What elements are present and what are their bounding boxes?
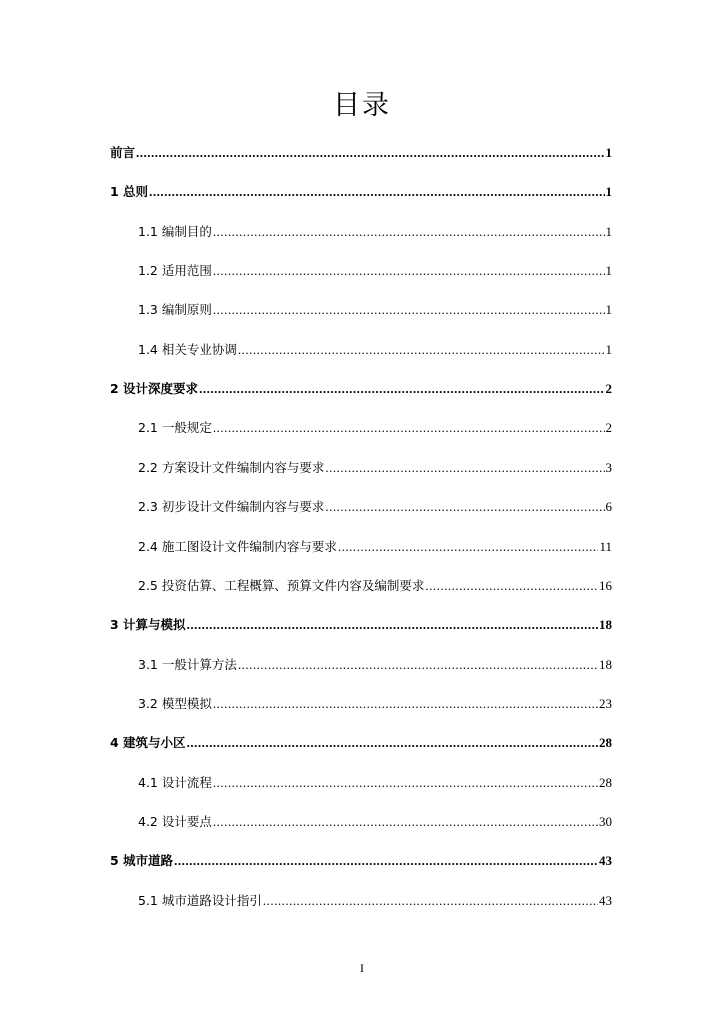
toc-section-entry[interactable] [138, 458, 612, 478]
toc-entry-title: 4 建筑与小区 [110, 735, 186, 751]
toc-dot-leader [425, 576, 598, 596]
toc-dot-leader [213, 773, 598, 793]
toc-entry-title: 2.2 方案设计文件编制内容与要求 [138, 459, 325, 475]
toc-chapter-entry[interactable] [110, 143, 612, 163]
toc-dot-leader [338, 537, 599, 557]
toc-page-number: 28 [599, 735, 612, 751]
toc-dot-leader [325, 458, 604, 478]
toc-page-number: 1 [605, 223, 612, 239]
toc-dot-leader [263, 891, 598, 911]
toc-chapter-entry[interactable] [110, 379, 612, 399]
toc-page-number: 1 [605, 263, 612, 279]
toc-dot-leader [213, 261, 605, 281]
toc-page-number: 18 [599, 656, 612, 672]
toc-page-number: 16 [599, 577, 612, 593]
toc-page-number: 23 [599, 695, 612, 711]
toc-section-entry[interactable] [138, 576, 612, 596]
toc-page-number: 18 [599, 617, 612, 633]
toc-entry-title: 1.4 相关专业协调 [138, 341, 237, 357]
toc-section-entry[interactable] [138, 773, 612, 793]
toc-section-entry[interactable] [138, 655, 612, 675]
toc-dot-leader [187, 615, 598, 635]
toc-dot-leader [325, 497, 604, 517]
toc-dot-leader [238, 655, 598, 675]
toc-entry-title: 3.1 一般计算方法 [138, 656, 237, 672]
toc-dot-leader [174, 851, 598, 871]
toc-section-entry[interactable] [138, 812, 612, 832]
toc-entry-title: 前言 [110, 145, 136, 160]
toc-page-number: 28 [599, 774, 612, 790]
toc-section-entry[interactable] [138, 694, 612, 714]
toc-dot-leader [213, 418, 605, 438]
toc-page-number: 11 [599, 538, 612, 554]
toc-entry-title: 2.5 投资估算、工程概算、预算文件内容及编制要求 [138, 577, 425, 593]
toc-page-number: 1 [605, 302, 612, 318]
toc-entry-title: 2.4 施工图设计文件编制内容与要求 [138, 538, 337, 554]
toc-dot-leader [213, 812, 598, 832]
toc-dot-leader [213, 694, 598, 714]
toc-dot-leader [187, 733, 598, 753]
page-number-footer: I [360, 961, 364, 975]
toc-page-number: 1 [605, 341, 612, 357]
toc-entry-title: 5.1 城市道路设计指引 [138, 892, 262, 908]
toc-dot-leader [238, 340, 605, 360]
toc-section-entry[interactable] [138, 418, 612, 438]
toc-section-entry[interactable] [138, 222, 612, 242]
toc-dot-leader [149, 182, 604, 202]
toc-page-number: 1 [605, 184, 612, 200]
toc-section-entry[interactable] [138, 537, 612, 557]
toc-section-entry[interactable] [138, 497, 612, 517]
toc-dot-leader [199, 379, 604, 399]
toc-entry-title: 3.2 模型模拟 [138, 695, 212, 711]
toc-entry-title: 1 总则 [110, 184, 149, 200]
toc-entry-title: 3 计算与模拟 [110, 617, 186, 633]
toc-page-number: 30 [599, 813, 612, 829]
toc-entry-title: 2 设计深度要求 [110, 381, 199, 397]
toc-section-entry[interactable] [138, 340, 612, 360]
toc-chapter-entry[interactable] [110, 851, 612, 871]
toc-chapter-entry[interactable] [110, 615, 612, 635]
toc-dot-leader [136, 143, 604, 163]
toc-dot-leader [213, 222, 605, 242]
toc-page-number: 1 [605, 145, 612, 160]
toc-section-entry[interactable] [138, 300, 612, 320]
toc-page-number: 2 [605, 381, 612, 397]
toc-section-entry[interactable] [138, 891, 612, 911]
toc-page-number: 3 [605, 459, 612, 475]
page-title: 目录 [333, 90, 391, 121]
toc-chapter-entry[interactable] [110, 182, 612, 202]
toc-entry-title: 2.1 一般规定 [138, 420, 212, 436]
toc-section-entry[interactable] [138, 261, 612, 281]
toc-entry-title: 1.2 适用范围 [138, 263, 212, 279]
toc-entry-title: 5 城市道路 [110, 853, 174, 869]
toc-page-number: 43 [599, 892, 612, 908]
toc-dot-leader [213, 300, 605, 320]
toc-entry-title: 4.2 设计要点 [138, 813, 212, 829]
toc-page-number: 2 [605, 420, 612, 436]
toc-page-number: 6 [605, 499, 612, 515]
toc-entry-title: 1.1 编制目的 [138, 223, 212, 239]
toc-chapter-entry[interactable] [110, 733, 612, 753]
toc-page-number: 43 [599, 853, 612, 869]
toc-entry-title: 4.1 设计流程 [138, 774, 212, 790]
toc-entry-title: 2.3 初步设计文件编制内容与要求 [138, 499, 325, 515]
toc-entry-title: 1.3 编制原则 [138, 302, 212, 318]
